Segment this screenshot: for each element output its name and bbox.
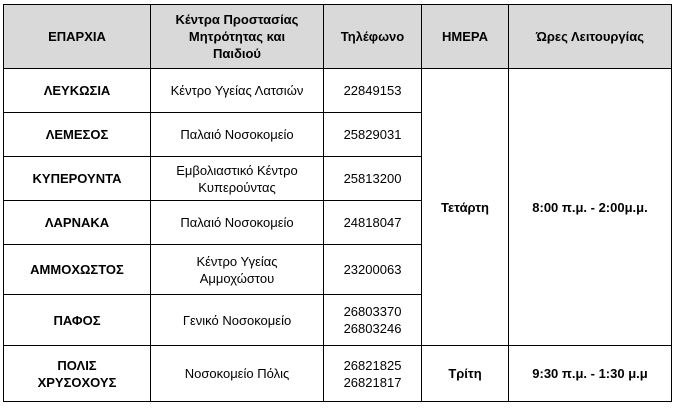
phone-number: 23200063 bbox=[343, 262, 402, 277]
phone-number: 24818047 bbox=[343, 215, 402, 230]
header-centre bbox=[151, 5, 324, 69]
phone-cell bbox=[324, 245, 422, 295]
header-centre-line: Κέντρα Προστασίας bbox=[175, 12, 299, 27]
phone-cell bbox=[324, 69, 422, 113]
centre-cell bbox=[151, 113, 324, 157]
centre-line: Νοσοκομείο Πόλις bbox=[184, 366, 290, 381]
region-cell bbox=[4, 245, 151, 295]
centre-cell bbox=[151, 201, 324, 245]
region-line: ΛΕΜΕΣΟΣ bbox=[45, 127, 109, 142]
region-line: ΠΟΛΙΣ bbox=[57, 357, 97, 373]
region-line: ΚΥΠΕΡΟΥΝΤΑ bbox=[32, 171, 122, 186]
phone-cell bbox=[324, 295, 422, 346]
phone-number: 26803370 bbox=[343, 304, 402, 319]
schedule-table bbox=[3, 4, 672, 402]
centre-line: Αμμοχώστου bbox=[199, 270, 275, 286]
centre-cell bbox=[151, 245, 324, 295]
centre-line: Κέντρο Υγείας Λατσιών bbox=[170, 83, 304, 98]
header-region: ΕΠΑΡΧΙΑ bbox=[4, 5, 151, 69]
centre-line: Κέντρο Υγείας bbox=[196, 253, 278, 269]
centre-line: Παλαιό Νοσοκομείο bbox=[180, 215, 294, 230]
phone-number: 22849153 bbox=[343, 83, 402, 98]
region-cell bbox=[4, 69, 151, 113]
centre-cell bbox=[151, 295, 324, 346]
hours-cell: 9:30 π.μ. - 1:30 μ.μ bbox=[509, 346, 672, 402]
region-cell bbox=[4, 113, 151, 157]
header-phone: Τηλέφωνο bbox=[324, 5, 422, 69]
region-line: ΛΑΡΝΑΚΑ bbox=[44, 215, 110, 230]
centre-cell bbox=[151, 69, 324, 113]
region-cell bbox=[4, 295, 151, 346]
day-cell: Τρίτη bbox=[422, 346, 509, 402]
header-centre-line: Μητρότητας και bbox=[188, 29, 286, 44]
phone-number: 26821817 bbox=[343, 374, 402, 390]
centre-cell bbox=[151, 346, 324, 402]
phone-number: 26803246 bbox=[343, 321, 402, 336]
hours-cell: 8:00 π.μ. - 2:00μ.μ. bbox=[509, 69, 672, 346]
header-hours: Ώρες Λειτουργίας bbox=[509, 5, 672, 69]
phone-number: 25813200 bbox=[343, 171, 402, 186]
region-line: ΧΡΥΣΟΧΟΥΣ bbox=[37, 374, 117, 390]
region-line: ΠΑΦΟΣ bbox=[53, 312, 101, 328]
header-day: ΗΜΕΡΑ bbox=[422, 5, 509, 69]
centre-line: Εμβολιαστικό Κέντρο bbox=[176, 162, 298, 178]
region-cell bbox=[4, 157, 151, 201]
header-centre-line: Παιδιού bbox=[213, 46, 261, 61]
region-cell bbox=[4, 346, 151, 402]
phone-cell bbox=[324, 346, 422, 402]
day-cell: Τετάρτη bbox=[422, 69, 509, 346]
phone-cell bbox=[324, 113, 422, 157]
phone-number: 25829031 bbox=[343, 127, 402, 142]
centre-line: Γενικό Νοσοκομείο bbox=[182, 312, 292, 328]
table-row bbox=[4, 69, 672, 113]
phone-number: 26821825 bbox=[343, 357, 402, 373]
centre-line: Κυπερούντας bbox=[198, 179, 276, 195]
region-line: ΑΜΜΟΧΩΣΤΟΣ bbox=[30, 262, 124, 277]
region-line: ΛΕΥΚΩΣΙΑ bbox=[43, 83, 111, 98]
phone-cell bbox=[324, 201, 422, 245]
centre-line: Παλαιό Νοσοκομείο bbox=[180, 127, 294, 142]
phone-cell bbox=[324, 157, 422, 201]
table-row bbox=[4, 346, 672, 402]
header-row bbox=[4, 5, 672, 69]
region-cell bbox=[4, 201, 151, 245]
centre-cell bbox=[151, 157, 324, 201]
